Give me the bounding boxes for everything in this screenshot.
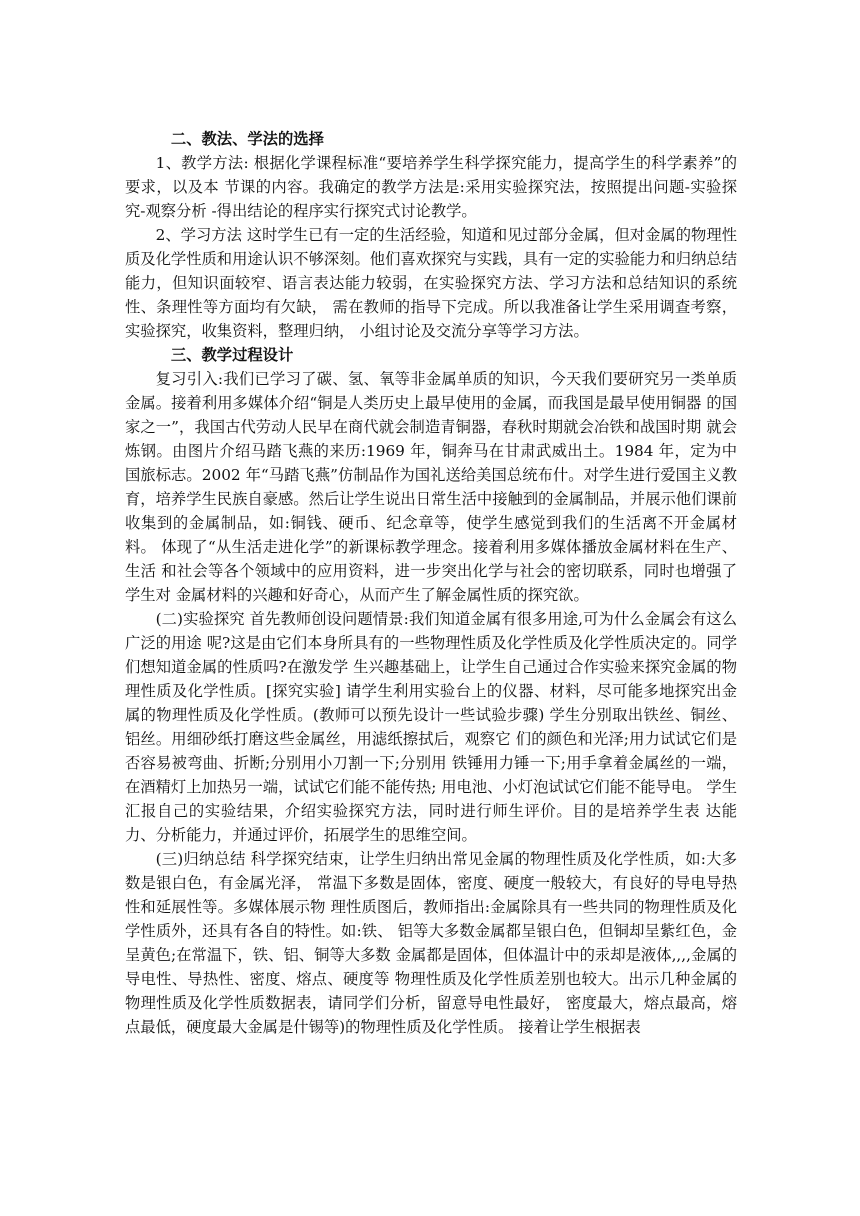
paragraph-learning-method: 2、学习方法 这时学生已有一定的生活经验，知道和见过部分金属，但对金属的物理性质及化学性质和用途认识不够深刻。他们喜欢探究与实践，具有一定的实验能力和归纳总结能力，但知识面较窄、语言表达能力较弱，在实验探究方法、学习方法和总结知识的系统性、条理性等方面均有欠缺， 需在教师的指导下完成。所以我准备让学生采用调查考察，实验探究，收集资料，整理归纳， 小组讨论及交流分享等学习方法。 <box>125 226 737 340</box>
section-heading-process: 三、教学过程设计 <box>170 346 294 364</box>
paragraph-experiment: (二)实验探究 首先教师创设问题情景:我们知道金属有很多用途,可为什么金属会有这么广泛的用途 呢?这是由它们本身所具有的一些物理性质及化学性质及化学性质决定的。同学们想知道金属的性质吗?在激发学 生兴趣基础上，让学生自己通过合作实验来探究金属的物理性质及化学性质。[探究实验] 请学生利用实验台上的仪器、材料，尽可能多地探究出金属的物理性质及化学性质。(教师可以预先设计一些试验步骤) 学生分别取出铁丝、铜丝、铝丝。用细砂纸打磨这些金属丝，用滤纸擦拭后，观察它 们的颜色和光泽;用力试试它们是否容易被弯曲、折断;分别用小刀割一下;分别用 铁锤用力锤一下;用手拿着金属丝的一端，在酒精灯上加热另一端，试试它们能不能传热; 用电池、小灯泡试试它们能不能导电。 学生汇报自己的实验结果，介绍实验探究方法，同时进行师生评价。目的是培养学生表 达能力、分析能力，并通过评价，拓展学生的思维空间。 <box>125 610 737 844</box>
section-heading-methods: 二、教法、学法的选择 <box>170 130 324 148</box>
paragraph-teaching-method: 1、教学方法: 根据化学课程标准“要培养学生科学探究能力，提高学生的科学素养”的要求，以及本 节课的内容。我确定的教学方法是:采用实验探究法，按照提出问题-实验探究-观察分析 -得出结论的程序实行探究式讨论教学。 <box>125 154 737 220</box>
paragraph-summary: (三)归纳总结 科学探究结束，让学生归纳出常见金属的物理性质及化学性质，如:大多数是银白色，有金属光泽， 常温下多数是固体，密度、硬度一般较大，有良好的导电导热性和延展性等。多媒体展示物 理性质图后，教师指出:金属除具有一些共同的物理性质及化学性质外，还具有各自的特性。如:铁、 铝等大多数金属都呈银白色，但铜却呈紫红色，金呈黄色;在常温下，铁、铝、铜等大多数 金属都是固体，但体温计中的汞却是液体,,,,金属的导电性、导热性、密度、熔点、硬度等 物理性质及化学性质差别也较大。出示几种金属的物理性质及化学性质数据表，请同学们分析，留意导电性最好， 密度最大，熔点最高，熔点最低，硬度最大金属是什锡等)的物理性质及化学性质。 接着让学生根据表 <box>125 850 737 1036</box>
document-page <box>125 127 737 1039</box>
paragraph-review-intro: 复习引入:我们已学习了碳、氢、氧等非金属单质的知识，今天我们要研究另一类单质金属。接着利用多媒体介绍“铜是人类历史上最早使用的金属，而我国是最早使用铜器 的国家之一”，我国古代劳动人民早在商代就会制造青铜器，春秋时期就会冶铁和战国时期 就会炼钢。由图片介绍马踏飞燕的来历:1969 年，铜奔马在甘肃武威出土。1984 年，定为中 国旅标志。2002 年“马踏飞燕”仿制品作为国礼送给美国总统布什。对学生进行爱国主义教 育，培养学生民族自豪感。然后让学生说出日常生活中接触到的金属制品，并展示他们课前 收集到的金属制品，如:铜钱、硬币、纪念章等，使学生感觉到我们的生活离不开金属材料。 体现了“从生活走进化学”的新课标教学理念。接着利用多媒体播放金属材料在生产、生活 和社会等各个领域中的应用资料，进一步突出化学与社会的密切联系，同时也增强了学生对 金属材料的兴趣和好奇心，从而产生了解金属性质的探究欲。 <box>125 370 737 604</box>
